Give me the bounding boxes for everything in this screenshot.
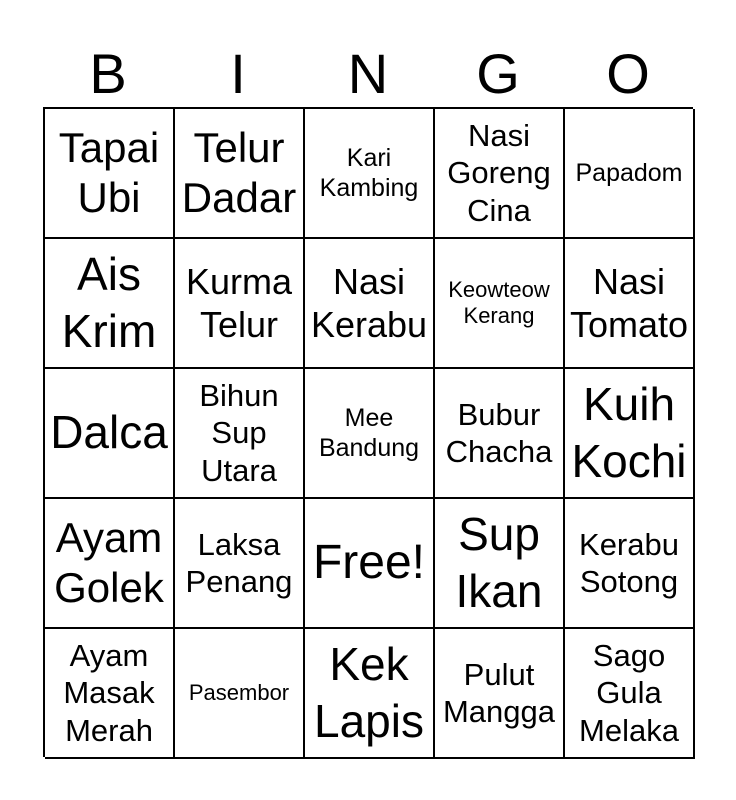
bingo-cell[interactable] [305, 239, 435, 369]
bingo-cell[interactable] [435, 369, 565, 499]
bingo-cell[interactable] [175, 239, 305, 369]
cell-label: Ayam Golek [54, 514, 164, 611]
cell-label: Nasi Kerabu [310, 260, 428, 345]
header-letter-i: I [230, 42, 246, 105]
bingo-cell[interactable] [175, 499, 305, 629]
cell-label: Sago Gula Melaka [579, 638, 679, 748]
cell-label: Telur Dadar [181, 124, 297, 221]
cell-label: Sup Ikan [455, 507, 543, 617]
bingo-cell[interactable] [175, 109, 305, 239]
cell-label: Pasembor [188, 680, 290, 706]
bingo-cell[interactable] [175, 629, 305, 759]
header-letter-b: B [89, 42, 127, 105]
cell-label: Pulut Mangga [442, 656, 556, 729]
bingo-cell[interactable] [305, 109, 435, 239]
bingo-cell[interactable] [305, 629, 435, 759]
bingo-cell[interactable] [45, 629, 175, 759]
bingo-cell[interactable] [435, 109, 565, 239]
bingo-cell[interactable] [45, 239, 175, 369]
bingo-card-grid [43, 107, 693, 757]
cell-label: Laksa Penang [185, 526, 293, 599]
bingo-cell[interactable] [565, 109, 695, 239]
bingo-cell[interactable] [45, 369, 175, 499]
header-letter-n: N [347, 42, 389, 105]
bingo-cell[interactable] [565, 369, 695, 499]
free-space-cell[interactable] [305, 499, 435, 629]
cell-label: Dalca [50, 406, 168, 459]
bingo-cell[interactable] [305, 369, 435, 499]
cell-label: Keowteow Kerang [448, 277, 550, 328]
bingo-cell[interactable] [45, 499, 175, 629]
cell-label: Kari Kambing [319, 144, 419, 202]
header-letter-g: G [476, 42, 520, 105]
bingo-cell[interactable] [565, 629, 695, 759]
cell-label: Nasi Tomato [569, 260, 689, 345]
cell-label: Ayam Masak Merah [63, 638, 155, 748]
bingo-cell[interactable] [435, 629, 565, 759]
bingo-cell[interactable] [435, 239, 565, 369]
cell-label: Nasi Goreng Cina [447, 118, 551, 228]
bingo-cell[interactable] [565, 239, 695, 369]
cell-label: Ais Krim [61, 247, 157, 357]
cell-label: Mee Bandung [318, 404, 420, 462]
header-letter-o: O [606, 42, 650, 105]
free-space-label: Free! [312, 536, 426, 590]
cell-label: Papadom [575, 159, 683, 187]
cell-label: Bihun Sup Utara [199, 378, 279, 488]
bingo-cell[interactable] [565, 499, 695, 629]
bingo-cell[interactable] [435, 499, 565, 629]
cell-label: Kek Lapis [314, 637, 424, 747]
cell-label: Kerabu Sotong [579, 526, 679, 599]
cell-label: Bubur Chacha [445, 396, 553, 469]
cell-label: Kurma Telur [185, 260, 293, 345]
bingo-cell[interactable] [175, 369, 305, 499]
bingo-header [43, 40, 693, 108]
bingo-cell[interactable] [45, 109, 175, 239]
cell-label: Kuih Kochi [571, 377, 687, 487]
cell-label: Tapai Ubi [58, 124, 160, 221]
